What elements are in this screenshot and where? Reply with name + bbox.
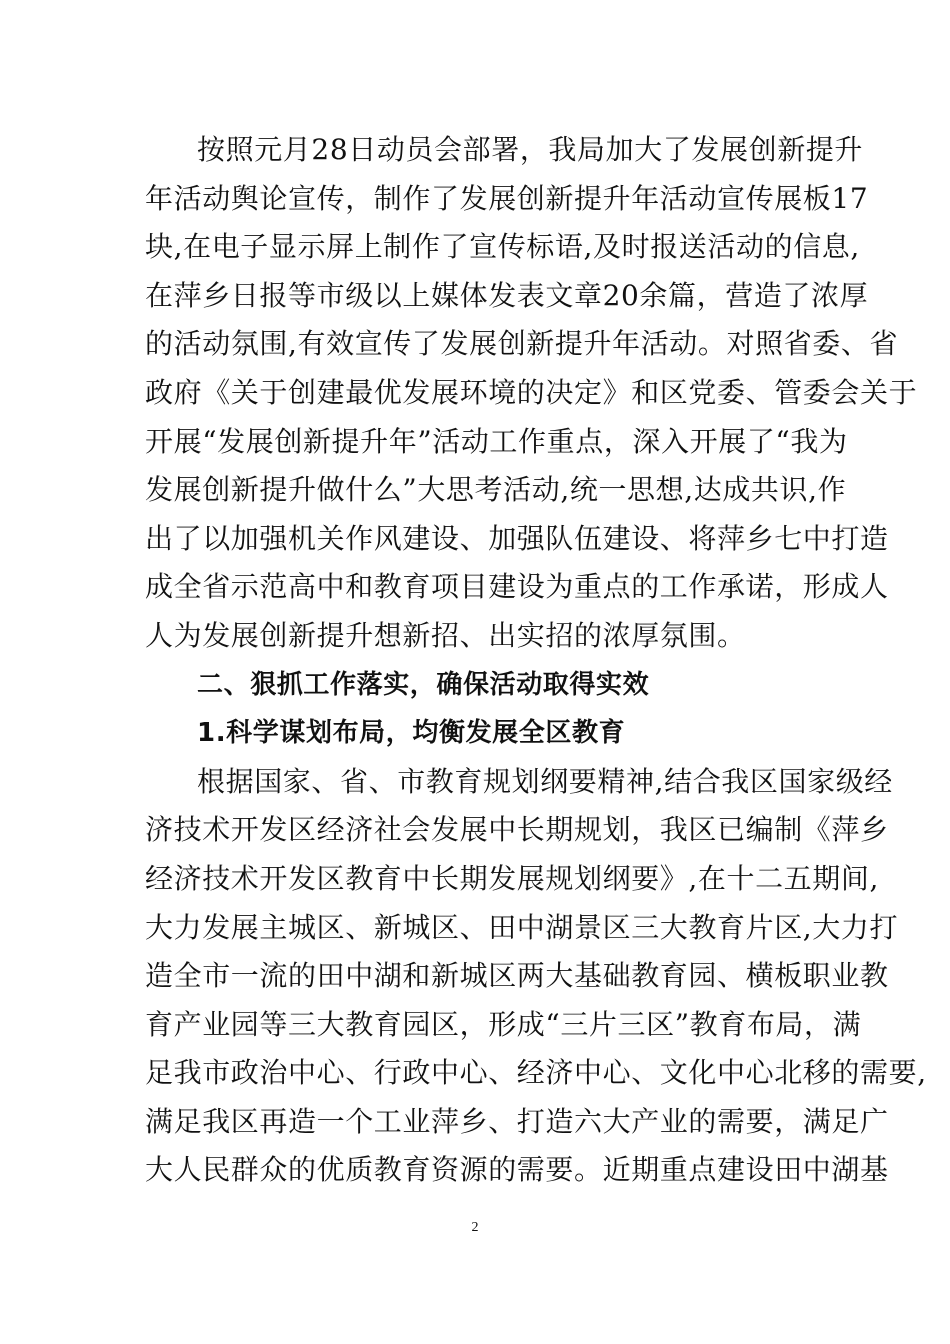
paragraph-line: 经济技术开发区教育中长期发展规划纲要》,在十二五期间,	[145, 861, 880, 895]
paragraph-line: 济技术开发区经济社会发展中长期规划，我区已编制《萍乡	[145, 813, 889, 847]
paragraph-line: 造全市一流的田中湖和新城区两大基础教育园、横板职业教	[145, 959, 889, 993]
paragraph-line: 足我市政治中心、行政中心、经济中心、文化中心北移的需要,	[145, 1056, 927, 1090]
page-number: 2	[471, 1220, 479, 1235]
paragraph-line: 发展创新提升做什么”大思考活动,统一思想,达成共识,作	[145, 473, 847, 507]
paragraph-line: 在萍乡日报等市级以上媒体发表文章20余篇，营造了浓厚	[145, 278, 869, 312]
paragraph-line: 满足我区再造一个工业萍乡、打造六大产业的需要，满足广	[145, 1104, 889, 1138]
paragraph-line: 出了以加强机关作风建设、加强队伍建设、将萍乡七中打造	[145, 521, 889, 555]
paragraph-line: 按照元月28日动员会部署，我局加大了发展创新提升	[197, 133, 864, 166]
paragraph-line: 块,在电子显示屏上制作了宣传标语,及时报送活动的信息,	[145, 230, 860, 264]
paragraph-line: 育产业园等三大教育园区，形成“三片三区”教育布局，满	[145, 1007, 862, 1041]
paragraph-line: 根据国家、省、市教育规划纲要精神,结合我区国家级经	[197, 764, 893, 798]
section-heading: 二、狠抓工作落实，确保活动取得实效	[197, 669, 650, 700]
document-body	[145, 126, 927, 1195]
paragraph-line: 年活动舆论宣传，制作了发展创新提升年活动宣传展板17	[145, 181, 869, 215]
paragraph-line: 的活动氛围,有效宣传了发展创新提升年活动。对照省委、省	[145, 327, 899, 361]
paragraph-line: 大力发展主城区、新城区、田中湖景区三大教育片区,大力打	[145, 910, 899, 944]
paragraph-line: 人为发展创新提升想新招、出实招的浓厚氛围。	[145, 618, 746, 652]
paragraph-line: 大人民群众的优质教育资源的需要。近期重点建设田中湖基	[145, 1153, 889, 1187]
subsection-heading: 1.科学谋划布局，均衡发展全区教育	[197, 718, 626, 749]
paragraph-line: 政府《关于创建最优发展环境的决定》和区党委、管委会关于	[145, 375, 918, 409]
paragraph-line: 开展“发展创新提升年”活动工作重点，深入开展了“我为	[145, 424, 848, 458]
paragraph-line: 成全省示范高中和教育项目建设为重点的工作承诺，形成人	[145, 570, 889, 604]
